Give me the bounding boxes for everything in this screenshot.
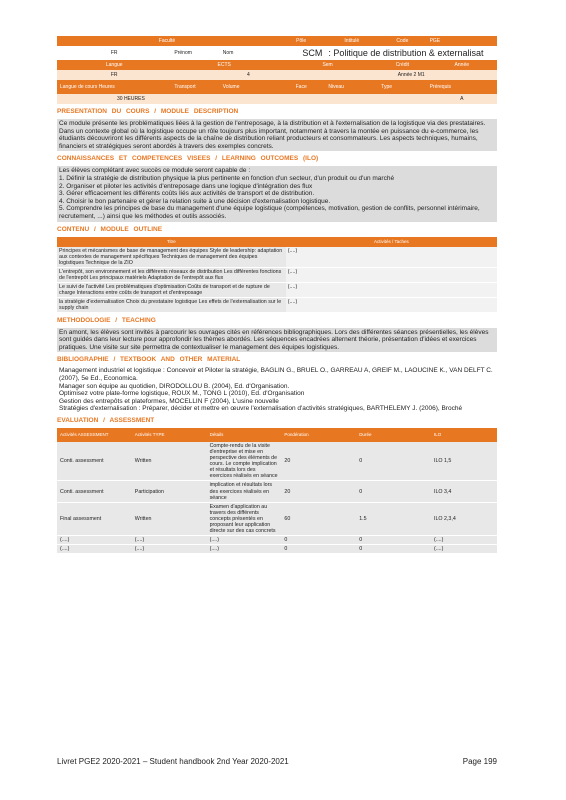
header-level-label: Niveau — [328, 84, 344, 90]
course-title: : Politique de distribution & externalisat — [328, 48, 484, 58]
eval-ilo: ILO 2,3,4 — [431, 502, 497, 535]
header-transport-a: Transport — [174, 84, 196, 90]
presentation-text: Ce module présente les problématiques liées à la gestion de l'entreposage, à la distribution et à l'externalisation de la logistique via des prestataires. Dans un contexte global où la logistique occupe un rôle toujours plus important, notamment à travers la montée en puissance du e-commerce, les étudiants découvriront les différents aspects de la chaîne de distribution reliant producteurs et consommateurs. Les aspects techniques, humains, financiers et stratégiques seront abordés à travers des exemples concrets. — [57, 119, 497, 151]
methodology-heading: METHODOLOGIE / TEACHING — [57, 316, 156, 324]
header-ects-value: 4 — [247, 72, 250, 78]
eval-weight: 0 — [281, 545, 356, 554]
header-hours-label: Heures — [98, 84, 115, 90]
header-language-value: FR — [110, 72, 118, 78]
evaluation-header-row — [57, 428, 497, 442]
eval-weight: 20 — [281, 481, 356, 502]
list-item: Optimisez votre plate-forme logistique, ROUX M., TONG L (2010), Ed. d'Organisation — [59, 390, 305, 398]
methodology-text: En amont, les élèves sont invités à parcourir les ouvrages cités en références bibliographiques. Lors des différentes séances présentielles, les élèves sont guidés dans leur lecture pour approfondir les thèmes abordés. Les séquences encadrées alternent théorie, présentation d'idées et exercices pratiques. Une visite sur site permettra de contextualiser le management des équipes logistiques. — [57, 328, 497, 353]
eval-duration: 0 — [356, 442, 431, 481]
eval-duration: 0 — [356, 536, 431, 545]
list-item: Gestion des entrepôts et plateformes, MOCELLIN F (2004), L'usine nouvelle — [59, 397, 279, 405]
eval-type: Written — [132, 442, 207, 481]
table-row — [57, 536, 497, 545]
header-code-label: Code — [396, 38, 409, 44]
eval-duration: 0 — [356, 481, 431, 502]
content-topic: la stratégie d'externalisation Choix du prestataire logistique Les effets de l'externalisation sur le supply chain — [57, 297, 286, 312]
outcomes-heading: CONNAISSANCES ET COMPETENCES VISEES / LEARNING OUTCOMES (ILO) — [57, 155, 319, 163]
eval-col-duration: Durée — [356, 428, 431, 442]
eval-ilo: ILO 1,5 — [431, 442, 497, 481]
eval-type: (....) — [132, 545, 207, 554]
header-lastname: Nom — [222, 50, 234, 56]
eval-details: (....) — [207, 536, 282, 545]
eval-type: Written — [132, 502, 207, 535]
eval-assessment: Conti. assessment — [57, 442, 132, 481]
content-activity: (....) — [286, 297, 497, 312]
header-course-lang-a: Langue — [60, 84, 77, 90]
header-course-lang-b: de cours — [78, 84, 98, 90]
content-table — [57, 237, 497, 313]
content-topic: Principes et mécanismes de base de management des équipes Style de leadership: adaptation aux contextes de management spécifiques Techniques de management des équipes logistiques Technique de la ZIO — [57, 247, 286, 268]
header-blank — [220, 94, 427, 104]
header-face-label: Face — [295, 84, 307, 90]
header-ects-label: ECTS — [217, 62, 231, 68]
list-item: Management industriel et logistique : Concevoir et Piloter la stratégie, BAGLIN G., BRUEL O., GARREAU A, GREIF M., LAOUCINE K., VAN DELFT C. (2007), 5e Ed., Economica. — [59, 367, 493, 382]
eval-assessment: Conti. assessment — [57, 481, 132, 502]
course-code: SCM — [302, 48, 323, 58]
table-row — [57, 282, 497, 297]
outcome-item: 5. Comprendre les principes de base du management d'une équipe logistique (compétences, motivation, gestion de conflits, personnel intérimaire, recrutement, ...) ainsi que les méthodes et outils associés. — [59, 205, 480, 220]
outcome-item: 1. Définir la stratégie de distribution physique la plus pertinente en fonction d'un secteur, d'un produit ou d'un marché — [59, 174, 395, 182]
header-row-5 — [57, 80, 497, 94]
outcomes-box — [57, 166, 497, 221]
table-row — [57, 481, 497, 502]
header-hours-value: 30 HEURES — [117, 96, 145, 102]
bibliography-heading: BIBLIOGRAPHIE / TEXTBOOK AND OTHER MATERIAL — [57, 356, 241, 364]
eval-col-assessment: Activités ASSESSMENT — [57, 428, 132, 442]
outcomes-intro: Les élèves complétant avec succès ce module seront capable de : — [59, 167, 251, 175]
outcome-item: 3. Gérer efficacement les différents coûts liés aux activités de transport et de distribution. — [59, 190, 315, 198]
eval-type: (....) — [132, 536, 207, 545]
eval-duration: 0 — [356, 545, 431, 554]
header-course-lang-label — [57, 80, 171, 94]
header-row-2 — [57, 46, 497, 60]
header-lang-value: FR — [110, 50, 118, 56]
content-heading: CONTENU / MODULE OUTLINE — [57, 225, 163, 233]
page-footer — [57, 757, 497, 766]
outcome-item: 4. Choisir le bon partenaire et gérer la relation suite à une décision d'externalisation logistique. — [59, 197, 331, 205]
bibliography-list — [57, 367, 497, 413]
header-program: PGE — [429, 38, 441, 44]
table-row — [57, 442, 497, 481]
eval-assessment: (....) — [57, 536, 132, 545]
eval-details: Examen d'application au travers des différents concepts présentés en proposant leur application directe sur des cas concrets — [207, 502, 282, 535]
evaluation-table — [57, 428, 497, 555]
header-row-4 — [57, 70, 497, 80]
eval-assessment: Final assessment — [57, 502, 132, 535]
eval-weight: 0 — [281, 536, 356, 545]
eval-ilo: (....) — [431, 545, 497, 554]
course-sheet — [57, 36, 497, 554]
header-faculty: Faculté — [158, 38, 176, 44]
header-row-6 — [57, 94, 497, 104]
header-level-value: A — [460, 96, 464, 102]
header-transport-label — [171, 80, 219, 94]
eval-weight: 60 — [281, 502, 356, 535]
content-col-activities: Activités / Taches — [286, 237, 497, 247]
header-credit-label: Crédit — [395, 62, 410, 68]
content-activity: (....) — [286, 267, 497, 282]
header-title-label: Intitulé — [344, 38, 360, 44]
eval-col-type: Activités TYPE — [132, 428, 207, 442]
list-item: Manager son équipe au quotidien, DIRODOLLOU B. (2004), Ed. d'Organisation. — [59, 382, 290, 390]
eval-details: (....) — [207, 545, 282, 554]
content-col-title: Titre — [57, 237, 286, 247]
footer-handbook-title: Livret PGE2 2020-2021 – Student handbook 2nd Year 2020-2021 — [57, 757, 289, 766]
header-firstname: Prénom — [174, 50, 192, 56]
table-row — [57, 297, 497, 312]
header-year-value: Année 2 M1 — [397, 72, 425, 78]
header-row-1 — [57, 36, 497, 46]
eval-type: Participation — [132, 481, 207, 502]
header-language-label: Langue — [105, 62, 123, 68]
eval-ilo: ILO 3,4 — [431, 481, 497, 502]
eval-col-weight: Pondération — [281, 428, 356, 442]
header-year-label: Année — [454, 62, 470, 68]
presentation-heading: PRESENTATION DU COURS / MODULE DESCRIPTION — [57, 108, 239, 115]
header-prereq-label: Prérequis — [429, 84, 451, 90]
eval-assessment: (....) — [57, 545, 132, 554]
eval-details: implication et résultats lors des exercices réalisés en séance — [207, 481, 282, 502]
list-item: Stratégies d'externalisation : Préparer, décider et mettre en œuvre l'externalisation d'activités stratégiques, BARTHELEMY J. (2006), Broché — [59, 405, 463, 413]
content-header-row — [57, 237, 497, 247]
content-topic: L'entrepôt, son environnement et les différents réseaux de distribution Les différentes fonctions de l'entrepôt Les principaux matériels Adaptation de l'entrepôt aux flux — [57, 267, 286, 282]
content-activity: (....) — [286, 282, 497, 297]
content-topic: Le suivi de l'activité Les problématiques d'optimisation Coûts de transport et de rupture de charge Interactions entre coûts de transport et d'entreposage — [57, 282, 286, 297]
header-type-label: Type — [381, 84, 393, 90]
course-header-table — [57, 36, 497, 104]
header-volume-label: Volume — [222, 84, 240, 90]
eval-weight: 20 — [281, 442, 356, 481]
table-row — [57, 502, 497, 535]
eval-col-details: Détails — [207, 428, 282, 442]
footer-page-number: Page 199 — [462, 757, 497, 766]
content-activity: (....) — [286, 247, 497, 268]
table-row — [57, 545, 497, 554]
table-row — [57, 247, 497, 268]
eval-details: Compte-rendu de la visite d'entreprise et mise en perspective des éléments de cours. Le compte implication et résultats lors des exercices réalisés en séance — [207, 442, 282, 481]
evaluation-heading: EVALUATION / ASSESSMENT — [57, 416, 155, 424]
eval-col-ilo: ILO — [431, 428, 497, 442]
header-pole: Pôle — [296, 38, 307, 44]
eval-duration: 1.5 — [356, 502, 431, 535]
header-row-3 — [57, 60, 497, 70]
eval-ilo: (....) — [431, 536, 497, 545]
header-sem-label: Sem — [322, 62, 333, 68]
outcome-item: 2. Organiser et piloter les activités d'entreposage dans une logique d'intégration des flux — [59, 182, 313, 190]
table-row — [57, 267, 497, 282]
